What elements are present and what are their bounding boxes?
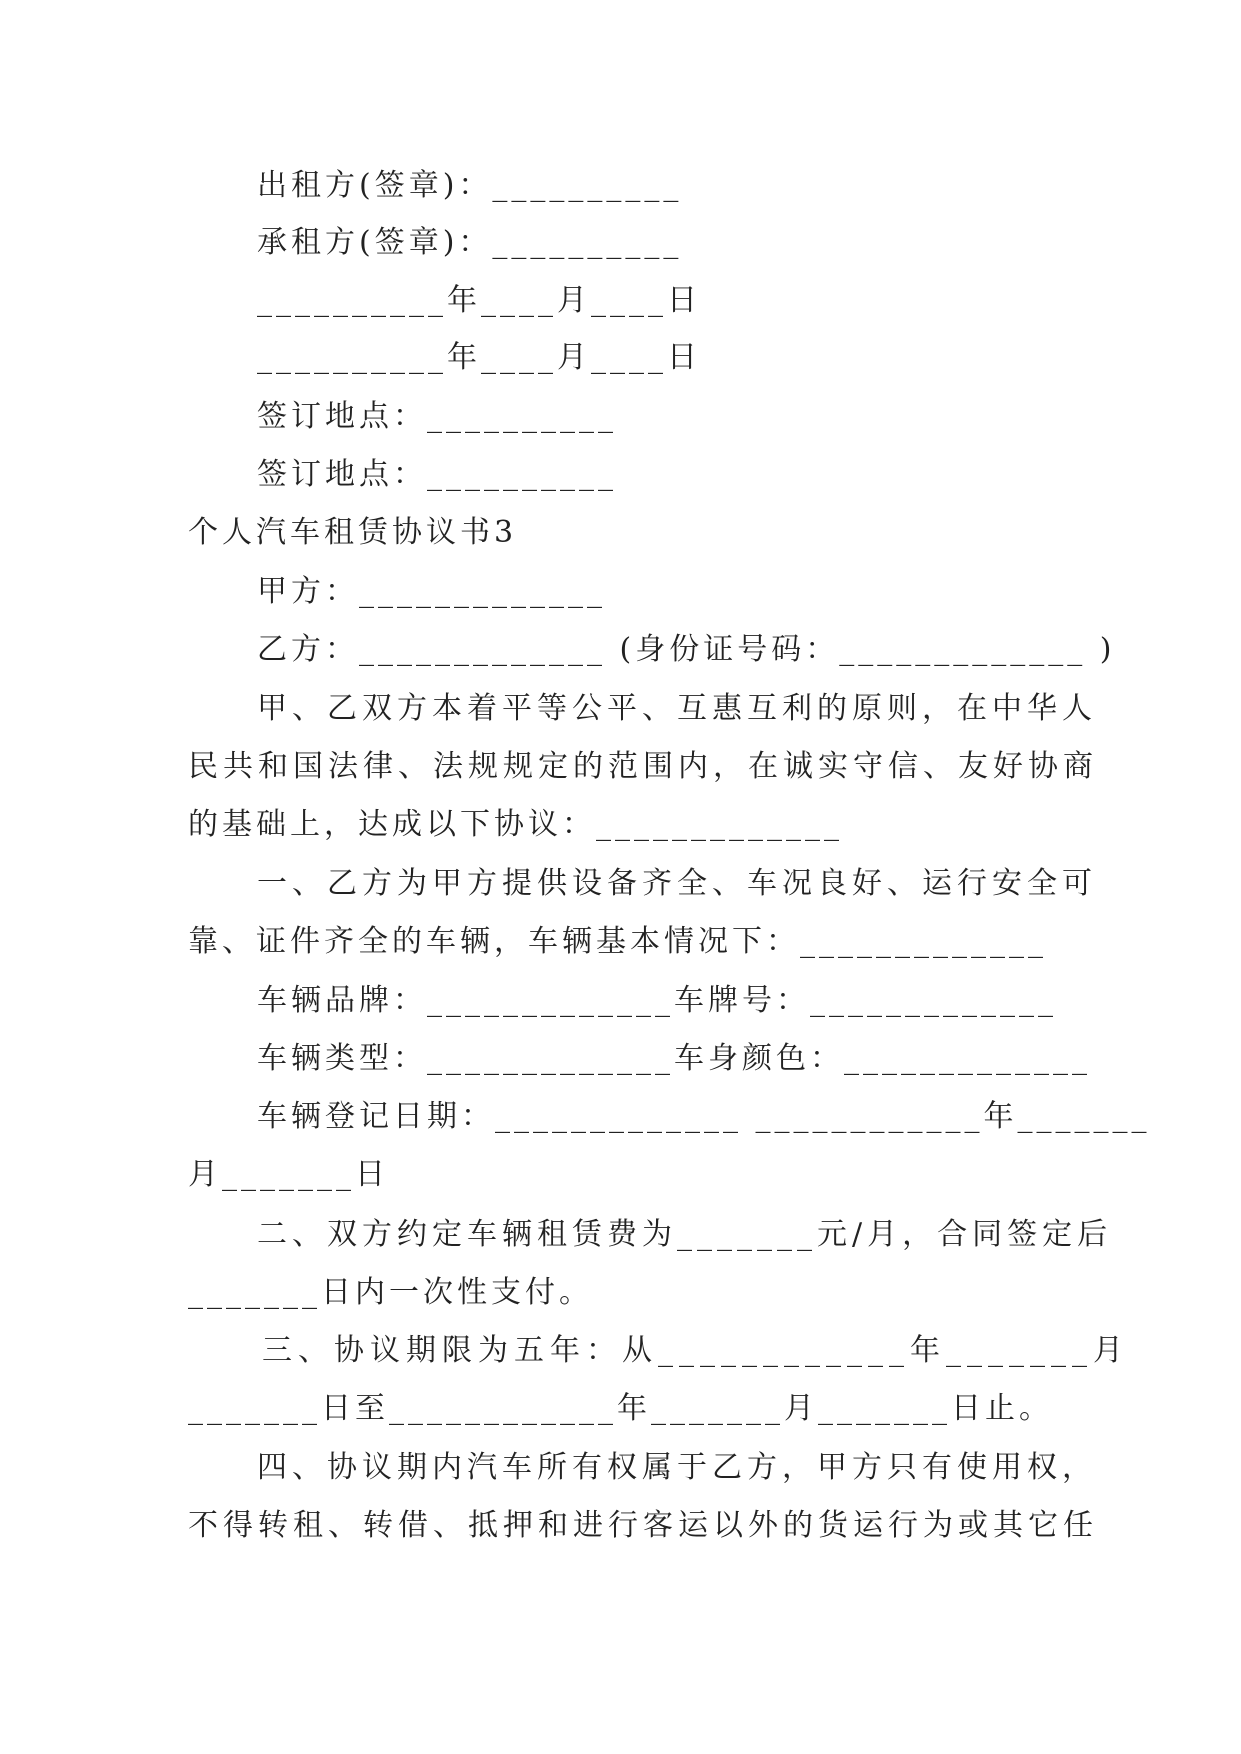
paragraph-intro-line-2: 民共和国法律、法规规定的范围内，在诚实守信、友好协商 xyxy=(188,749,1098,784)
clause-1-line-1: 一、乙方为甲方提供设备齐全、车况良好、运行安全可 xyxy=(257,866,1097,901)
paragraph-intro-line-1: 甲、乙双方本着平等公平、互惠互利的原则，在中华人 xyxy=(257,691,1097,726)
lessee-signature-line: 承租方(签章)：__________ xyxy=(257,225,683,260)
vehicle-type-line: 车辆类型：_____________车身颜色：_____________ xyxy=(257,1041,1091,1076)
clause-1-line-2: 靠、证件齐全的车辆，车辆基本情况下：_____________ xyxy=(188,924,1047,959)
vehicle-brand-line: 车辆品牌：_____________车牌号：_____________ xyxy=(257,983,1057,1018)
signing-place-line-1: 签订地点：__________ xyxy=(257,399,617,434)
clause-4-line-2: 不得转租、转借、抵押和进行客运以外的货运行为或其它任 xyxy=(188,1508,1098,1543)
signing-place-line-2: 签订地点：__________ xyxy=(257,457,617,492)
party-a-line: 甲方：_____________ xyxy=(257,574,606,609)
section-title: 个人汽车租赁协议书3 xyxy=(188,515,518,550)
date-line-1: __________年____月____日 xyxy=(257,283,701,318)
clause-3-line-1: 三、协议期限为五年：从____________年_______月 xyxy=(262,1333,1129,1368)
clause-2-line-1: 二、双方约定车辆租赁费为_______元/月，合同签定后 xyxy=(257,1217,1113,1252)
party-b-line: 乙方：_____________ (身份证号码：_____________ ) xyxy=(257,632,1116,667)
clause-3-line-2: _______日至____________年_______月_______日止。 xyxy=(188,1391,1053,1426)
paragraph-intro-line-3: 的基础上，达成以下协议：_____________ xyxy=(188,807,843,842)
date-line-2: __________年____月____日 xyxy=(257,340,701,375)
lessor-signature-line: 出租方(签章)：__________ xyxy=(257,168,683,203)
clause-4-line-1: 四、协议期内汽车所有权属于乙方，甲方只有使用权， xyxy=(257,1450,1097,1485)
registration-date-line-1: 车辆登记日期：_____________ ____________年_______ xyxy=(257,1099,1151,1134)
registration-date-line-2: 月_______日 xyxy=(188,1157,389,1192)
clause-2-line-2: _______日内一次性支付。 xyxy=(188,1275,593,1310)
